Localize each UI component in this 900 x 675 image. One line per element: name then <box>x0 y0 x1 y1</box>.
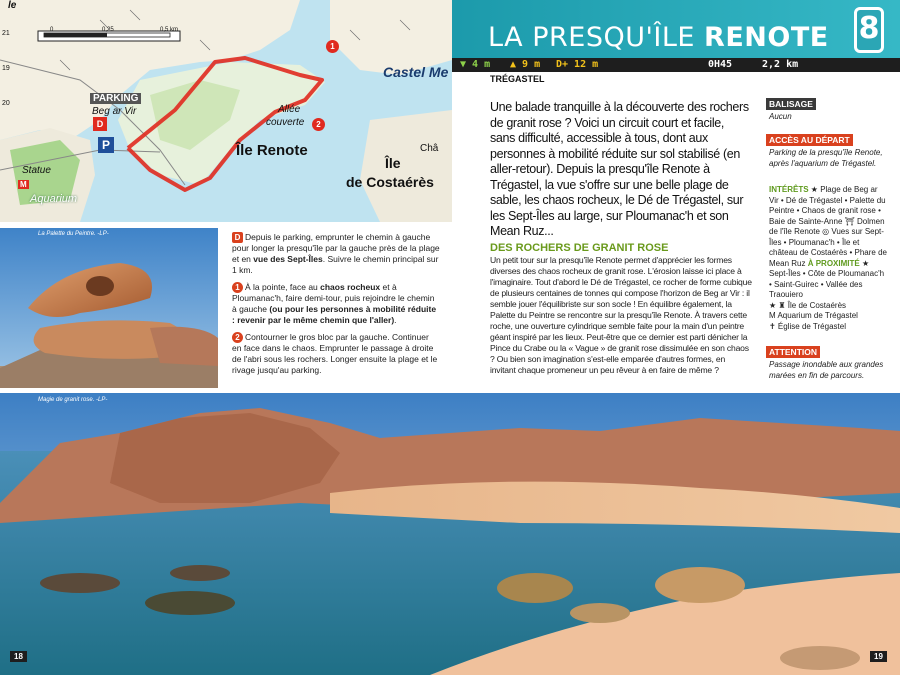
map-label-couverte: couverte <box>266 117 305 128</box>
photo1-image <box>0 228 218 388</box>
proximite-text: ★ Sept-Îles • Côte de Ploumanac'h • Saint-Guirec • Vallée des Traouiero <box>769 258 885 299</box>
map-label-statue: Statue <box>22 165 51 176</box>
route-header <box>452 0 900 58</box>
map-label-ile-renote: Île Renote <box>236 142 308 159</box>
proximite-label: À PROXIMITÉ <box>807 258 860 268</box>
route-title-bold: RENOTE <box>704 22 829 53</box>
parking-label: PARKING <box>90 93 141 104</box>
attention-label: ATTENTION <box>766 346 820 358</box>
scale-label-mid: 0,25 <box>102 27 114 33</box>
stat-distance: 2,2 km <box>762 59 799 70</box>
intro-text: Une balade tranquille à la découverte des rochers de granit rose ? Voici un circuit court et facile, sans difficulté, accessible à tous, dont aux personnes à mobilité réduite sur sol stabilisé (en aller-retour). Depuis la presqu'île Renote à Trégastel, la vue s'offre sur une belle plage de sable, les chaos rocheux, le Dé de Trégastel, sur les Sept-Îles au large, sur Ploumanac'h et son Mean Ruz... <box>490 100 749 238</box>
proximite-item-aquarium: M Aquarium de Trégastel <box>769 311 858 320</box>
step-1-text-b: et à Ploumanac'h, faire demi-tour, puis rejoindre le chemin à gauche <box>232 282 435 314</box>
balisage-text: Aucun <box>769 112 792 121</box>
step-2 <box>232 332 440 376</box>
start-marker-d: D <box>93 117 107 131</box>
step-2-marker: 2 <box>232 332 243 343</box>
proximite-item-eglise: ✝ Église de Trégastel <box>769 321 846 331</box>
step-marker-1: 1 <box>326 40 339 53</box>
stat-descent: ▼ 4 m <box>460 59 491 70</box>
photo2-image <box>0 393 900 675</box>
map-label-corner: le <box>8 0 17 11</box>
step-d-text-a: Depuis le parking, emprunter le chemin à gauche pour longer la presqu'île par la gauche près de la plage et en <box>232 232 440 264</box>
map-label-cha: Châ <box>420 143 439 154</box>
step-1-marker: 1 <box>232 282 243 293</box>
route-map[interactable] <box>0 0 452 222</box>
balisage-label: BALISAGE <box>766 98 816 110</box>
map-label-ile: Île <box>385 155 401 171</box>
parking-p-icon: P <box>98 137 114 153</box>
acces-label: ACCÈS AU DÉPART <box>766 134 853 146</box>
stat-ascent: ▲ 9 m <box>510 59 541 70</box>
map-side-20: 20 <box>2 100 10 107</box>
step-d-text-bold: vue des Sept-Îles <box>253 254 323 264</box>
stat-dplus: D+ 12 m <box>556 59 599 70</box>
route-title-light: LA PRESQU'ÎLE <box>488 22 705 53</box>
section-heading: DES ROCHERS DE GRANIT ROSE <box>490 242 669 254</box>
step-1-text-bold2: (ou pour les personnes à mobilité réduite : revenir par le même chemin que l'aller) <box>232 304 437 325</box>
map-m-icon: M <box>20 180 27 189</box>
photo-granit-rose-panorama <box>0 393 900 675</box>
proximite-item-costaeres: ★ ♜ Île de Costaérès <box>769 300 847 310</box>
photo1-caption: La Palette du Peintre. -LP- <box>38 231 109 237</box>
route-title <box>488 22 829 53</box>
step-1-text-c: . <box>394 315 397 325</box>
attention-text: Passage inondable aux grandes marées en fin de parcours. <box>769 360 884 380</box>
map-label-aquarium: Aquarium <box>30 193 78 205</box>
acces-text: Parking de la presqu'île Renote, après l'aquarium de Trégastel. <box>769 148 883 168</box>
interets-text: ★ Plage de Beg ar Vir • Dé de Trégastel • Palette du Peintre • Chaos de granit rose • Baie de Sainte-Anne ⛩ Dolmen de l'île Renote ◎ Vues sur Sept-Îles • Ploumanac'h • Île et château de Costaérès • Phare de Mean Ruz <box>769 185 887 268</box>
route-number-badge: 8 <box>854 7 884 53</box>
page-number-right: 19 <box>870 651 887 662</box>
map-side-21: 21 <box>2 30 10 37</box>
photo2-caption: Magie de granit rose. -LP- <box>38 397 108 403</box>
map-label-costaeres: de Costaérès <box>346 174 434 190</box>
interets-block <box>769 185 887 332</box>
step-1-text-a: À la pointe, face au <box>245 282 321 292</box>
step-1 <box>232 282 440 326</box>
map-label-beg-ar-vir: Beg ar Vir <box>92 106 137 117</box>
step-1-text-bold1: chaos rocheux <box>320 282 381 292</box>
map-label-castel: Castel Me <box>383 64 449 80</box>
step-d-marker: D <box>232 232 243 243</box>
step-d-text-b: . Suivre le chemin principal sur 1 km. <box>232 254 439 275</box>
step-d <box>232 232 440 276</box>
stat-duration: 0H45 <box>708 59 733 70</box>
interets-label: INTÉRÊTS <box>769 185 809 194</box>
page-number-left: 18 <box>10 651 27 662</box>
scale-label-0: 0 <box>50 27 54 33</box>
step-2-text: Contourner le gros bloc par la gauche. Continuer en face dans le chaos. Emprunter le passage à droite de l'abri sous les rochers. Longer ensuite la plage et le rivage jusqu'au parking. <box>232 332 438 375</box>
scale-label-end: 0,5 km <box>160 27 179 33</box>
route-steps <box>232 232 440 376</box>
place-name: TRÉGASTEL <box>490 74 545 84</box>
section-body: Un petit tour sur la presqu'île Renote permet d'apprécier les formes diverses des chaos rocheux de granit rose. L'érosion laisse ici place à l'imaginaire. Tout d'abord le Dé de Trégastel, ce rocher de forme cubique de plusieurs centaines de tonnes qui compose l'horizon de Beg ar Vir : il semble jouer l'équilibriste sur son socle ! En équilibre également, la Palette du Peintre se rencontre sur la presqu'île Renote. À travers cette roche, une ouverture cylindrique semble faite pour la main d'un peintre géant inspiré par les lieux. Peut-être que ce dernier est parti dénicher la Pince du Crabe ou la « Vague » de granit rose dissimulée en son chaos ? Ou bien son imagination s'est-elle emparée d'autres formes, en invitant chaque promeneur un peu rêveur à en faire de même ? <box>490 255 752 375</box>
map-side-19: 19 <box>2 65 10 72</box>
map-label-allee: Allée <box>278 104 301 115</box>
photo-palette-du-peintre <box>0 228 218 388</box>
step-marker-2: 2 <box>312 118 325 131</box>
stats-bar <box>452 58 900 72</box>
